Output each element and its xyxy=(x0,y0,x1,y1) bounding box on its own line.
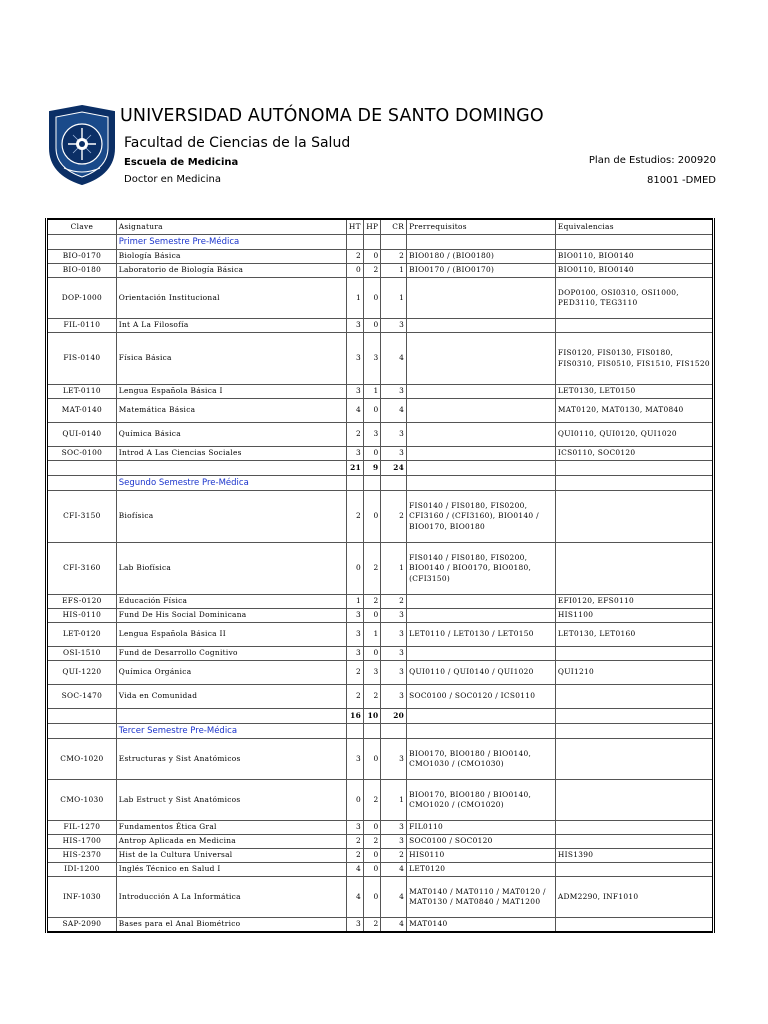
course-code: LET-0110 xyxy=(47,385,117,399)
course-name: Antrop Aplicada en Medicina xyxy=(116,835,346,849)
empty-cell xyxy=(346,724,363,739)
course-ht: 4 xyxy=(346,877,363,918)
course-prerequisites xyxy=(407,447,556,461)
course-equivalences: EFI0120, EFS0110 xyxy=(555,595,713,609)
semester-title: Tercer Semestre Pre-Médica xyxy=(116,724,346,739)
course-name: Bases para el Anal Biométrico xyxy=(116,918,346,933)
course-equivalences xyxy=(555,863,713,877)
empty-cell xyxy=(555,461,713,476)
course-code: CFI-3150 xyxy=(47,491,117,543)
course-name: Fund de Desarrollo Cognitivo xyxy=(116,647,346,661)
course-prerequisites: FIS0140 / FIS0180, FIS0200, BIO0140 / BIO0170, BIO0180, (CFI3150) xyxy=(407,543,556,595)
empty-cell xyxy=(381,476,407,491)
course-prerequisites xyxy=(407,423,556,447)
course-equivalences: HIS1100 xyxy=(555,609,713,623)
course-ht: 3 xyxy=(346,918,363,933)
course-ht: 2 xyxy=(346,849,363,863)
course-ht: 0 xyxy=(346,780,363,821)
course-prerequisites: MAT0140 / MAT0110 / MAT0120 / MAT0130 / MAT0840 / MAT1200 xyxy=(407,877,556,918)
course-equivalences xyxy=(555,918,713,933)
course-name: Fundamentos Ética Gral xyxy=(116,821,346,835)
column-header-prerrequisitos: Prerrequisitos xyxy=(407,219,556,235)
empty-cell xyxy=(381,235,407,250)
total-cr: 24 xyxy=(381,461,407,476)
empty-cell xyxy=(47,724,117,739)
course-cr: 1 xyxy=(381,780,407,821)
university-seal-logo xyxy=(46,104,118,186)
course-hp: 0 xyxy=(364,739,381,780)
course-prerequisites xyxy=(407,319,556,333)
course-cr: 2 xyxy=(381,491,407,543)
course-equivalences: ADM2290, INF1010 xyxy=(555,877,713,918)
course-hp: 2 xyxy=(364,264,381,278)
table-row xyxy=(47,623,714,647)
course-ht: 3 xyxy=(346,609,363,623)
table-row xyxy=(47,609,714,623)
course-cr: 1 xyxy=(381,543,407,595)
course-prerequisites: FIL0110 xyxy=(407,821,556,835)
course-hp: 3 xyxy=(364,333,381,385)
course-name: Int A La Filosofía xyxy=(116,319,346,333)
course-cr: 4 xyxy=(381,333,407,385)
course-equivalences xyxy=(555,647,713,661)
course-cr: 3 xyxy=(381,647,407,661)
course-cr: 3 xyxy=(381,835,407,849)
course-hp: 0 xyxy=(364,647,381,661)
course-name: Química Orgánica xyxy=(116,661,346,685)
course-cr: 3 xyxy=(381,685,407,709)
course-equivalences xyxy=(555,821,713,835)
table-row xyxy=(47,821,714,835)
faculty-name: Facultad de Ciencias de la Salud xyxy=(124,135,351,151)
degree-name: Doctor en Medicina xyxy=(124,174,221,185)
course-hp: 0 xyxy=(364,447,381,461)
course-code: QUI-1220 xyxy=(47,661,117,685)
course-ht: 2 xyxy=(346,423,363,447)
course-ht: 4 xyxy=(346,863,363,877)
course-code: SOC-0100 xyxy=(47,447,117,461)
course-name: Estructuras y Sist Anatómicos xyxy=(116,739,346,780)
course-code: IDI-1200 xyxy=(47,863,117,877)
table-header-row xyxy=(47,219,714,235)
course-cr: 1 xyxy=(381,264,407,278)
semester-total-row xyxy=(47,709,714,724)
course-ht: 3 xyxy=(346,821,363,835)
table-row xyxy=(47,399,714,423)
table-row xyxy=(47,739,714,780)
course-code: MAT-0140 xyxy=(47,399,117,423)
curriculum-table xyxy=(45,218,715,933)
empty-cell xyxy=(555,724,713,739)
empty-cell xyxy=(346,235,363,250)
course-ht: 2 xyxy=(346,661,363,685)
course-cr: 3 xyxy=(381,385,407,399)
course-hp: 0 xyxy=(364,491,381,543)
course-prerequisites xyxy=(407,385,556,399)
course-cr: 3 xyxy=(381,609,407,623)
total-hp: 9 xyxy=(364,461,381,476)
table-row xyxy=(47,333,714,385)
course-equivalences: BIO0110, BIO0140 xyxy=(555,250,713,264)
semester-total-row xyxy=(47,461,714,476)
course-hp: 2 xyxy=(364,595,381,609)
empty-cell xyxy=(364,235,381,250)
course-name: Biofísica xyxy=(116,491,346,543)
course-cr: 4 xyxy=(381,399,407,423)
empty-cell xyxy=(555,235,713,250)
course-code: LET-0120 xyxy=(47,623,117,647)
course-ht: 3 xyxy=(346,647,363,661)
course-cr: 4 xyxy=(381,863,407,877)
course-cr: 2 xyxy=(381,595,407,609)
table-row xyxy=(47,278,714,319)
course-prerequisites xyxy=(407,333,556,385)
course-ht: 0 xyxy=(346,264,363,278)
course-hp: 0 xyxy=(364,250,381,264)
course-cr: 3 xyxy=(381,821,407,835)
course-prerequisites: BIO0170, BIO0180 / BIO0140, CMO1020 / (CMO1020) xyxy=(407,780,556,821)
table-row xyxy=(47,250,714,264)
course-ht: 3 xyxy=(346,319,363,333)
course-prerequisites xyxy=(407,609,556,623)
course-name: Inglés Técnico en Salud I xyxy=(116,863,346,877)
column-header-asignatura: Asignatura xyxy=(116,219,346,235)
course-name: Vida en Comunidad xyxy=(116,685,346,709)
course-hp: 2 xyxy=(364,780,381,821)
course-name: Lab Biofísica xyxy=(116,543,346,595)
course-hp: 0 xyxy=(364,863,381,877)
course-cr: 1 xyxy=(381,278,407,319)
table-row xyxy=(47,918,714,933)
column-header-clave: Clave xyxy=(47,219,117,235)
course-prerequisites: FIS0140 / FIS0180, FIS0200, CFI3160 / (CFI3160), BIO0140 / BIO0170, BIO0180 xyxy=(407,491,556,543)
course-hp: 2 xyxy=(364,835,381,849)
course-equivalences: ICS0110, SOC0120 xyxy=(555,447,713,461)
course-cr: 3 xyxy=(381,661,407,685)
course-equivalences xyxy=(555,739,713,780)
empty-cell xyxy=(47,476,117,491)
course-hp: 0 xyxy=(364,877,381,918)
course-hp: 2 xyxy=(364,543,381,595)
semester-header-row xyxy=(47,724,714,739)
column-header-ht: HT xyxy=(346,219,363,235)
course-code: FIS-0140 xyxy=(47,333,117,385)
course-code: EFS-0120 xyxy=(47,595,117,609)
course-code: CFI-3160 xyxy=(47,543,117,595)
course-cr: 3 xyxy=(381,739,407,780)
course-ht: 3 xyxy=(346,447,363,461)
course-cr: 3 xyxy=(381,319,407,333)
semester-header-row xyxy=(47,235,714,250)
empty-cell xyxy=(116,461,346,476)
course-cr: 3 xyxy=(381,423,407,447)
course-prerequisites xyxy=(407,647,556,661)
course-code: SOC-1470 xyxy=(47,685,117,709)
empty-cell xyxy=(381,724,407,739)
empty-cell xyxy=(407,709,556,724)
course-hp: 3 xyxy=(364,423,381,447)
course-code: HIS-2370 xyxy=(47,849,117,863)
document-header xyxy=(0,0,768,200)
course-code: FIL-0110 xyxy=(47,319,117,333)
course-name: Química Básica xyxy=(116,423,346,447)
course-equivalences: QUI1210 xyxy=(555,661,713,685)
course-cr: 4 xyxy=(381,918,407,933)
course-hp: 3 xyxy=(364,661,381,685)
course-hp: 0 xyxy=(364,278,381,319)
course-equivalences: HIS1390 xyxy=(555,849,713,863)
course-equivalences: BIO0110, BIO0140 xyxy=(555,264,713,278)
course-equivalences xyxy=(555,780,713,821)
course-equivalences xyxy=(555,835,713,849)
course-cr: 3 xyxy=(381,623,407,647)
course-name: Educación Física xyxy=(116,595,346,609)
column-header-hp: HP xyxy=(364,219,381,235)
course-code: SAP-2090 xyxy=(47,918,117,933)
table-row xyxy=(47,647,714,661)
course-code: BIO-0180 xyxy=(47,264,117,278)
course-prerequisites: LET0120 xyxy=(407,863,556,877)
course-prerequisites xyxy=(407,595,556,609)
course-ht: 3 xyxy=(346,333,363,385)
table-row xyxy=(47,661,714,685)
course-name: Introducción A La Informática xyxy=(116,877,346,918)
semester-title: Primer Semestre Pre-Médica xyxy=(116,235,346,250)
empty-cell xyxy=(47,235,117,250)
course-prerequisites: SOC0100 / SOC0120 xyxy=(407,835,556,849)
table-row xyxy=(47,385,714,399)
semester-header-row xyxy=(47,476,714,491)
course-equivalences: LET0130, LET0160 xyxy=(555,623,713,647)
study-plan: Plan de Estudios: 200920 xyxy=(588,155,716,166)
empty-cell xyxy=(555,709,713,724)
course-ht: 4 xyxy=(346,399,363,423)
course-hp: 2 xyxy=(364,685,381,709)
empty-cell xyxy=(407,461,556,476)
course-code: FIL-1270 xyxy=(47,821,117,835)
table-body xyxy=(47,235,714,933)
total-ht: 21 xyxy=(346,461,363,476)
course-name: Lab Estruct y Sist Anatómicos xyxy=(116,780,346,821)
course-prerequisites: HIS0110 xyxy=(407,849,556,863)
table-row xyxy=(47,877,714,918)
course-ht: 3 xyxy=(346,385,363,399)
empty-cell xyxy=(47,709,117,724)
course-ht: 1 xyxy=(346,595,363,609)
course-name: Lengua Española Básica II xyxy=(116,623,346,647)
course-prerequisites xyxy=(407,278,556,319)
course-code: DOP-1000 xyxy=(47,278,117,319)
course-ht: 1 xyxy=(346,278,363,319)
course-prerequisites: MAT0140 xyxy=(407,918,556,933)
table-row xyxy=(47,595,714,609)
course-code: BIO-0170 xyxy=(47,250,117,264)
course-equivalences: MAT0120, MAT0130, MAT0840 xyxy=(555,399,713,423)
empty-cell xyxy=(364,724,381,739)
total-hp: 10 xyxy=(364,709,381,724)
course-hp: 0 xyxy=(364,821,381,835)
empty-cell xyxy=(364,476,381,491)
course-cr: 3 xyxy=(381,447,407,461)
table-row xyxy=(47,685,714,709)
table-row xyxy=(47,264,714,278)
course-equivalences xyxy=(555,543,713,595)
course-ht: 0 xyxy=(346,543,363,595)
course-equivalences: DOP0100, OSI0310, OSI1000, PED3110, TEG3110 xyxy=(555,278,713,319)
course-equivalences xyxy=(555,685,713,709)
course-hp: 0 xyxy=(364,849,381,863)
course-name: Orientación Institucional xyxy=(116,278,346,319)
course-code: CMO-1030 xyxy=(47,780,117,821)
course-name: Matemática Básica xyxy=(116,399,346,423)
total-cr: 20 xyxy=(381,709,407,724)
empty-cell xyxy=(407,235,556,250)
course-hp: 0 xyxy=(364,609,381,623)
table-row xyxy=(47,849,714,863)
table-row xyxy=(47,780,714,821)
course-code: QUI-0140 xyxy=(47,423,117,447)
empty-cell xyxy=(116,709,346,724)
course-code: HIS-0110 xyxy=(47,609,117,623)
empty-cell xyxy=(555,476,713,491)
course-prerequisites: BIO0180 / (BIO0180) xyxy=(407,250,556,264)
course-ht: 2 xyxy=(346,250,363,264)
table-row xyxy=(47,423,714,447)
course-equivalences: QUI0110, QUI0120, QUI1020 xyxy=(555,423,713,447)
course-code: HIS-1700 xyxy=(47,835,117,849)
course-prerequisites: LET0110 / LET0130 / LET0150 xyxy=(407,623,556,647)
table-row xyxy=(47,447,714,461)
school-name: Escuela de Medicina xyxy=(124,157,239,168)
course-ht: 3 xyxy=(346,739,363,780)
semester-title: Segundo Semestre Pre-Médica xyxy=(116,476,346,491)
total-ht: 16 xyxy=(346,709,363,724)
course-ht: 3 xyxy=(346,623,363,647)
table-row xyxy=(47,835,714,849)
course-name: Biología Básica xyxy=(116,250,346,264)
empty-cell xyxy=(407,476,556,491)
empty-cell xyxy=(346,476,363,491)
empty-cell xyxy=(47,461,117,476)
course-code: OSI-1510 xyxy=(47,647,117,661)
course-name: Hist de la Cultura Universal xyxy=(116,849,346,863)
course-equivalences xyxy=(555,491,713,543)
course-prerequisites: BIO0170, BIO0180 / BIO0140, CMO1030 / (CMO1030) xyxy=(407,739,556,780)
table-row xyxy=(47,491,714,543)
course-hp: 2 xyxy=(364,918,381,933)
course-name: Fund De His Social Dominicana xyxy=(116,609,346,623)
course-ht: 2 xyxy=(346,491,363,543)
course-prerequisites xyxy=(407,399,556,423)
program-code: 81001 -DMED xyxy=(647,175,716,186)
course-ht: 2 xyxy=(346,835,363,849)
course-code: CMO-1020 xyxy=(47,739,117,780)
empty-cell xyxy=(407,724,556,739)
course-hp: 0 xyxy=(364,319,381,333)
course-name: Física Básica xyxy=(116,333,346,385)
course-cr: 2 xyxy=(381,250,407,264)
course-prerequisites: BIO0170 / (BIO0170) xyxy=(407,264,556,278)
course-hp: 1 xyxy=(364,385,381,399)
table-row xyxy=(47,863,714,877)
course-name: Laboratorio de Biología Básica xyxy=(116,264,346,278)
course-cr: 4 xyxy=(381,877,407,918)
course-equivalences: LET0130, LET0150 xyxy=(555,385,713,399)
course-ht: 2 xyxy=(346,685,363,709)
column-header-equivalencias: Equivalencias xyxy=(555,219,713,235)
course-code: INF-1030 xyxy=(47,877,117,918)
course-prerequisites: QUI0110 / QUI0140 / QUI1020 xyxy=(407,661,556,685)
course-name: Introd A Las Ciencias Sociales xyxy=(116,447,346,461)
course-equivalences: FIS0120, FIS0130, FIS0180, FIS0310, FIS0510, FIS1510, FIS1520 xyxy=(555,333,713,385)
table-row xyxy=(47,543,714,595)
column-header-cr: CR xyxy=(381,219,407,235)
course-equivalences xyxy=(555,319,713,333)
course-hp: 0 xyxy=(364,399,381,423)
course-name: Lengua Española Básica I xyxy=(116,385,346,399)
university-name: UNIVERSIDAD AUTÓNOMA DE SANTO DOMINGO xyxy=(120,106,544,126)
course-cr: 2 xyxy=(381,849,407,863)
table-row xyxy=(47,319,714,333)
course-prerequisites: SOC0100 / SOC0120 / ICS0110 xyxy=(407,685,556,709)
course-hp: 1 xyxy=(364,623,381,647)
